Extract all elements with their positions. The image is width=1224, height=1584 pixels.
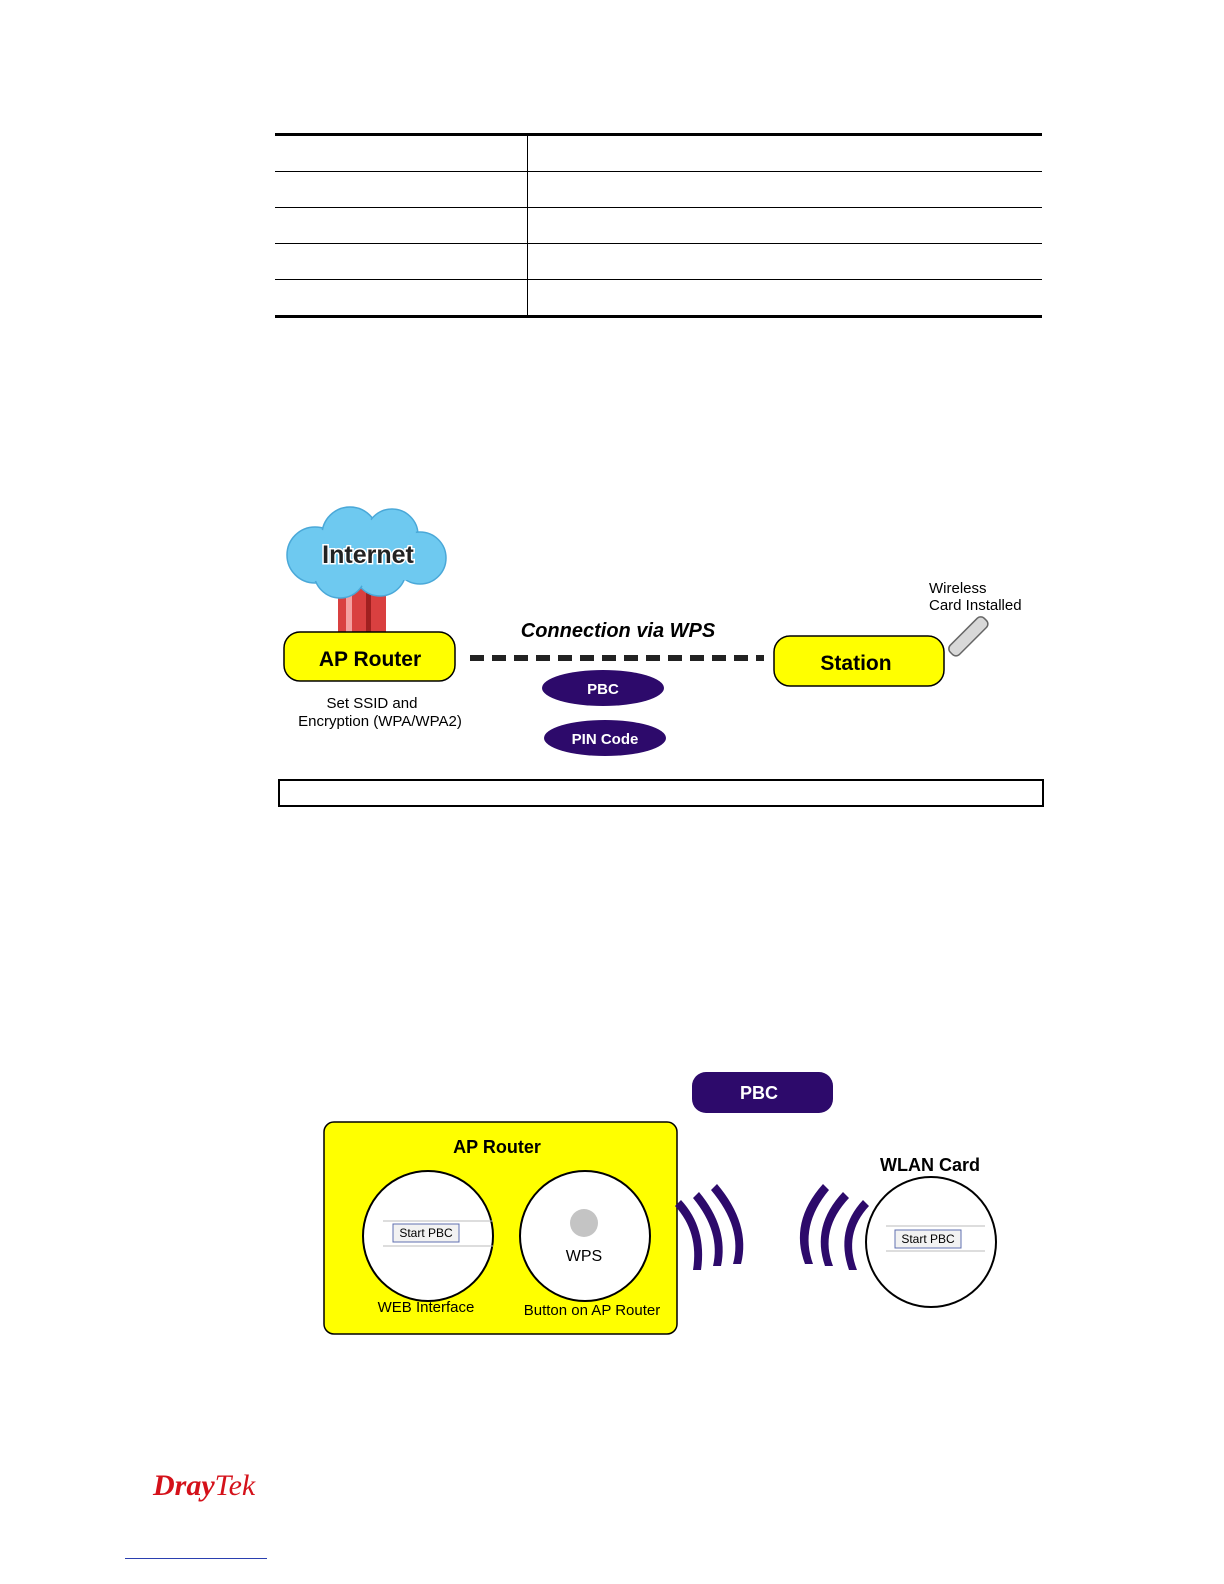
wlan-start-pbc-label: Start PBC	[901, 1232, 955, 1246]
web-interface-label: WEB Interface	[377, 1299, 475, 1316]
parameter-table	[275, 133, 1042, 318]
table-cell	[275, 208, 528, 244]
table-cell	[275, 280, 528, 317]
pbc-diagram	[315, 1060, 1015, 1350]
table-cell	[528, 208, 1043, 244]
table-cell	[528, 244, 1043, 280]
svg-text:DrayTek	[152, 1469, 256, 1502]
station-label: Station	[820, 652, 892, 675]
connection-label: Connection via WPS	[520, 620, 716, 642]
signal-waves-icon	[675, 1184, 743, 1270]
table-cell	[275, 135, 528, 172]
table-cell	[275, 244, 528, 280]
table-row	[275, 208, 1042, 244]
ap-router-label: AP Router	[318, 648, 422, 671]
figure-caption-box	[278, 779, 1044, 807]
ap-note-line1: Set SSID and	[326, 695, 418, 712]
button-on-ap-router-label: Button on AP Router	[523, 1302, 661, 1319]
footer-rule	[125, 1558, 267, 1559]
pbc-pill-label: PBC	[739, 1083, 779, 1103]
ap-router-panel-title: AP Router	[453, 1137, 541, 1157]
start-pbc-label: Start PBC	[399, 1226, 453, 1240]
wlan-card-title: WLAN Card	[880, 1155, 980, 1175]
draytek-logo	[151, 1462, 291, 1508]
pin-code-label: PIN Code	[571, 731, 639, 748]
pbc-label: PBC	[587, 681, 619, 698]
internet-label: Internet	[322, 541, 414, 569]
wireless-card-line2: Card Installed	[929, 597, 1022, 614]
table-cell	[528, 280, 1043, 317]
table-row	[275, 244, 1042, 280]
wireless-card-icon	[947, 615, 990, 658]
wireless-card-line1: Wireless	[929, 580, 987, 597]
wps-button-icon[interactable]	[570, 1209, 598, 1237]
table-row	[275, 172, 1042, 208]
table-row	[275, 280, 1042, 317]
wps-connection-diagram	[270, 500, 1060, 770]
table-cell	[275, 172, 528, 208]
logo-part1: Dray	[153, 1469, 215, 1502]
wps-label: WPS	[565, 1248, 603, 1265]
table-cell	[528, 135, 1043, 172]
table-cell	[528, 172, 1043, 208]
logo-part2: Tek	[214, 1469, 256, 1502]
ap-note-line2: Encryption (WPA/WPA2)	[298, 713, 462, 730]
table-row	[275, 135, 1042, 172]
signal-waves-icon	[800, 1184, 869, 1270]
